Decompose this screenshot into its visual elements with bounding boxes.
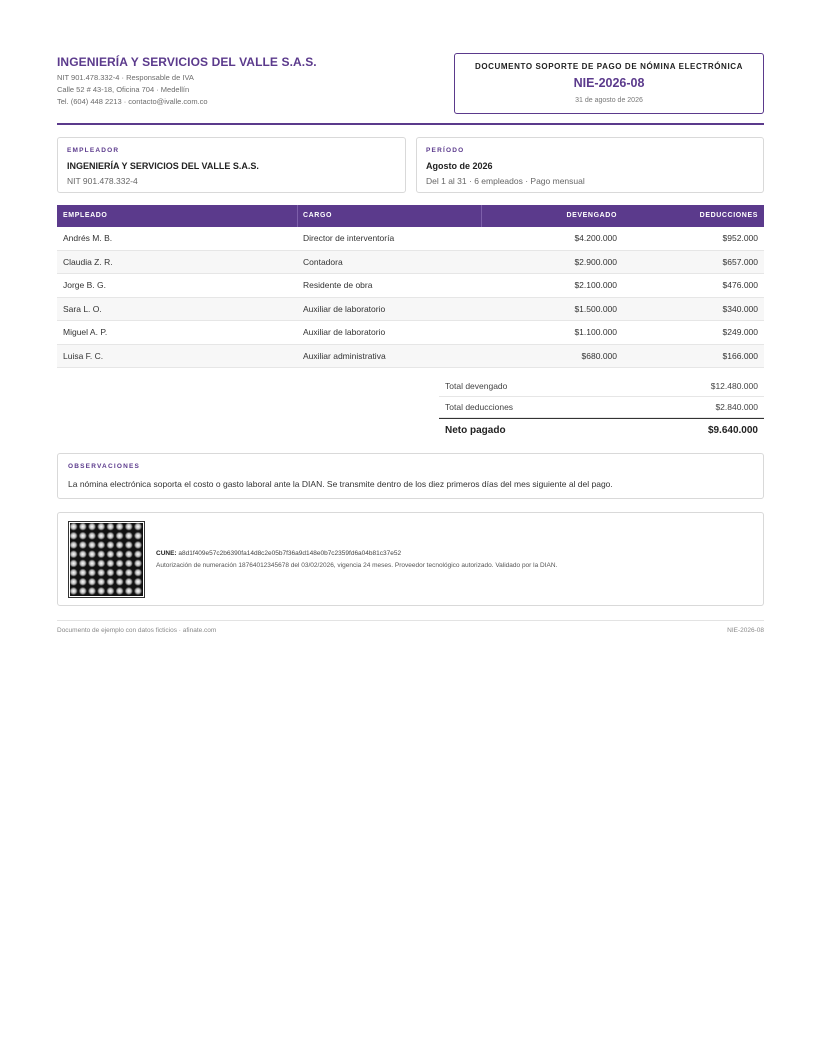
table-row [57, 298, 764, 322]
cell-earned: $1.100.000 [574, 327, 617, 337]
period-card [416, 137, 764, 193]
footer-document-number: NIE-2026-08 [727, 627, 764, 634]
cell-position: Auxiliar de laboratorio [303, 303, 386, 314]
table-header [57, 205, 764, 227]
employer-label: EMPLEADOR [67, 147, 120, 154]
employer-card [57, 137, 406, 193]
footer-disclaimer: Documento de ejemplo con datos ficticios · afinate.com [57, 627, 217, 634]
period-label: PERÍODO [426, 147, 465, 154]
table-row [57, 321, 764, 345]
net-paid-label: Neto pagado [445, 425, 506, 436]
cell-deductions: $952.000 [722, 233, 758, 243]
document-date: 31 de agosto de 2026 [575, 97, 643, 104]
observations-card [57, 453, 764, 499]
cune-line [156, 550, 401, 557]
table-row [57, 274, 764, 298]
cell-deductions: $340.000 [722, 303, 758, 314]
cell-position: Contadora [303, 256, 343, 267]
header-empleado: EMPLEADO [63, 212, 108, 219]
total-earned-row [439, 376, 764, 397]
cell-earned: $2.900.000 [574, 256, 617, 267]
header-deducciones: DEDUCCIONES [699, 212, 758, 219]
authorization-text: Autorización de numeración 18764012345678 del 03/02/2026, vigencia 24 meses. Proveedor tecnológico autorizado. Validado por la DIAN. [156, 562, 558, 569]
observations-label: OBSERVACIONES [68, 463, 141, 470]
qr-code-icon [68, 521, 145, 598]
cune-label: CUNE: [156, 550, 177, 557]
cell-employee: Claudia Z. R. [63, 256, 113, 267]
net-paid-value: $9.640.000 [707, 425, 758, 436]
company-contact: Tel. (604) 448 2213 · contacto@ivalle.com.co [57, 97, 208, 106]
cell-employee: Miguel A. P. [63, 327, 108, 337]
period-title: Agosto de 2026 [426, 161, 493, 171]
header-separator [481, 205, 482, 227]
period-detail: Del 1 al 31 · 6 empleados · Pago mensual [426, 176, 585, 186]
company-address: Calle 52 # 43-18, Oficina 704 · Medellín [57, 85, 190, 94]
table-row [57, 251, 764, 275]
cell-position: Auxiliar de laboratorio [303, 327, 386, 337]
totals-block [439, 376, 764, 441]
cell-earned: $1.500.000 [574, 303, 617, 314]
total-earned-value: $12.480.000 [710, 381, 758, 391]
cell-position: Director de interventoría [303, 233, 395, 243]
cell-earned: $680.000 [581, 350, 617, 361]
cell-deductions: $166.000 [722, 350, 758, 361]
cell-position: Residente de obra [303, 280, 373, 290]
document-number: NIE-2026-08 [573, 76, 645, 90]
document-id-box [454, 53, 764, 114]
cell-employee: Luisa F. C. [63, 350, 104, 361]
total-earned-label: Total devengado [445, 381, 508, 391]
cell-employee: Andrés M. B. [63, 233, 113, 243]
cell-deductions: $249.000 [722, 327, 758, 337]
document-header [57, 53, 764, 115]
payroll-table [57, 205, 764, 368]
header-divider [57, 123, 764, 125]
employer-name: INGENIERÍA Y SERVICIOS DEL VALLE S.A.S. [67, 161, 259, 171]
net-paid-row [439, 418, 764, 441]
table-row [57, 227, 764, 251]
cell-deductions: $476.000 [722, 280, 758, 290]
company-nit: NIT 901.478.332-4 · Responsable de IVA [57, 73, 194, 82]
cune-value: a8d1f409e57c2b6390fa14d8c2e05b7f36a9d148e0b7c2359fd6a04b81c37e52 [178, 550, 402, 557]
cell-position: Auxiliar administrativa [303, 350, 386, 361]
observations-text: La nómina electrónica soporta el costo o gasto laboral ante la DIAN. Se transmite dentro de los diez primeros días del mes siguiente al del pago. [68, 479, 613, 489]
total-deductions-label: Total deducciones [445, 402, 514, 412]
header-separator [297, 205, 298, 227]
header-devengado: DEVENGADO [566, 212, 617, 219]
document-title: DOCUMENTO SOPORTE DE PAGO DE NÓMINA ELECTRÓNICA [474, 62, 744, 71]
total-deductions-value: $2.840.000 [715, 402, 758, 412]
validation-card [57, 512, 764, 606]
employer-nit: NIT 901.478.332-4 [67, 176, 138, 186]
cell-deductions: $657.000 [722, 256, 758, 267]
table-row [57, 345, 764, 369]
cell-earned: $4.200.000 [574, 233, 617, 243]
cell-employee: Sara L. O. [63, 303, 102, 314]
company-name: INGENIERÍA Y SERVICIOS DEL VALLE S.A.S. [57, 55, 317, 69]
footer-divider [57, 620, 764, 621]
cell-earned: $2.100.000 [574, 280, 617, 290]
total-deductions-row [439, 397, 764, 418]
header-cargo: CARGO [303, 212, 333, 219]
cell-employee: Jorge B. G. [63, 280, 106, 290]
